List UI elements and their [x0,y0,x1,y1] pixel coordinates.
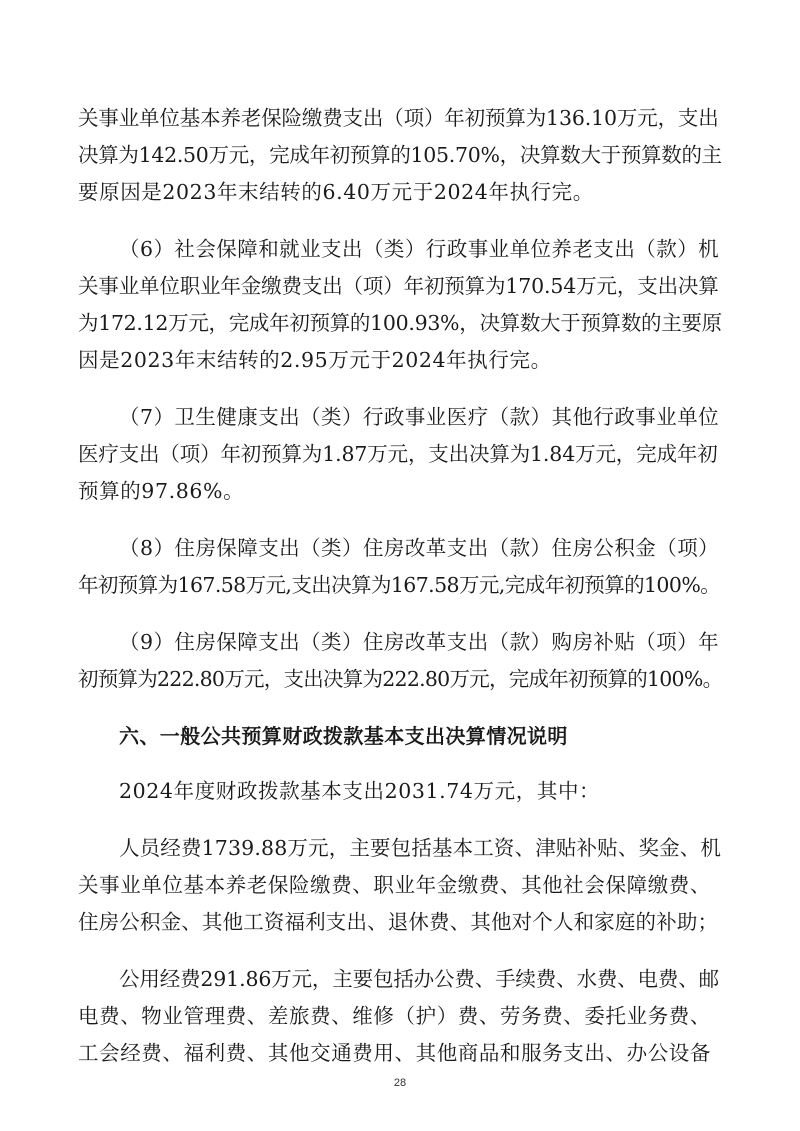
text-line: 要原因是2023年末结转的6.40万元于2024年执行完。 [78,180,594,204]
text-line: 决算为142.50万元，完成年初预算的105.70%，决算数大于预算数的主 [78,143,722,167]
text-line: 关事业单位职业年金缴费支出（项）年初预算为170.54万元，支出决算 [78,274,719,298]
page-number: 28 [393,1077,407,1089]
text-line: 初预算为222.80万元，支出决算为222.80万元，完成年初预算的100%。 [78,667,723,691]
text-line: （9）住房保障支出（类）住房改革支出（款）购房补贴（项）年 [119,630,720,654]
text-line: 预算的97.86%。 [78,479,245,503]
paragraph-item-5-continued [78,100,722,211]
text-line: 医疗支出（项）年初预算为1.87万元，支出决算为1.84万元，完成年初 [78,442,718,466]
text-line: 年初预算为167.58万元,支出决算为167.58万元,完成年初预算的100%。 [78,573,721,597]
paragraph-personnel-expenses [78,830,722,941]
section-heading: 六、一般公共预算财政拨款基本支出决算情况说明 [119,724,568,748]
text-line: 电费、物业管理费、差旅费、维修（护）费、劳务费、委托业务费、 [78,1004,711,1028]
text-line: 关事业单位基本养老保险缴费、职业年金缴费、其他社会保障缴费、 [78,873,711,897]
paragraph-summary [78,773,722,810]
text-line: （7）卫生健康支出（类）行政事业医疗（款）其他行政事业单位 [119,405,720,429]
text-line: 人员经费1739.88万元，主要包括基本工资、津贴补贴、奖金、机 [119,836,722,860]
paragraph-public-expenses [78,961,722,1072]
text-line: 关事业单位基本养老保险缴费支出（项）年初预算为136.10万元，支出 [78,106,719,130]
text-line: 因是2023年末结转的2.95万元于2024年执行完。 [78,348,552,372]
paragraph-item-9 [78,624,722,698]
text-line: 为172.12万元，完成年初预算的100.93%，决算数大于预算数的主要原 [78,311,722,335]
text-line: （8）住房保障支出（类）住房改革支出（款）住房公积金（项） [119,536,720,560]
text-line: 2024年度财政拨款基本支出2031.74万元，其中： [119,779,601,803]
paragraph-item-8 [78,530,722,604]
text-line: 公用经费291.86万元，主要包括办公费、手续费、水费、电费、邮 [119,967,719,991]
paragraph-item-6 [78,231,722,379]
document-body [78,100,722,1092]
text-line: 住房公积金、其他工资福利支出、退休费、其他对个人和家庭的补助； [78,910,719,934]
text-line: 工会经费、福利费、其他交通费用、其他商品和服务支出、办公设备 [78,1041,711,1065]
paragraph-item-7 [78,399,722,510]
text-line: （6）社会保障和就业支出（类）行政事业单位养老支出（款）机 [119,237,720,261]
